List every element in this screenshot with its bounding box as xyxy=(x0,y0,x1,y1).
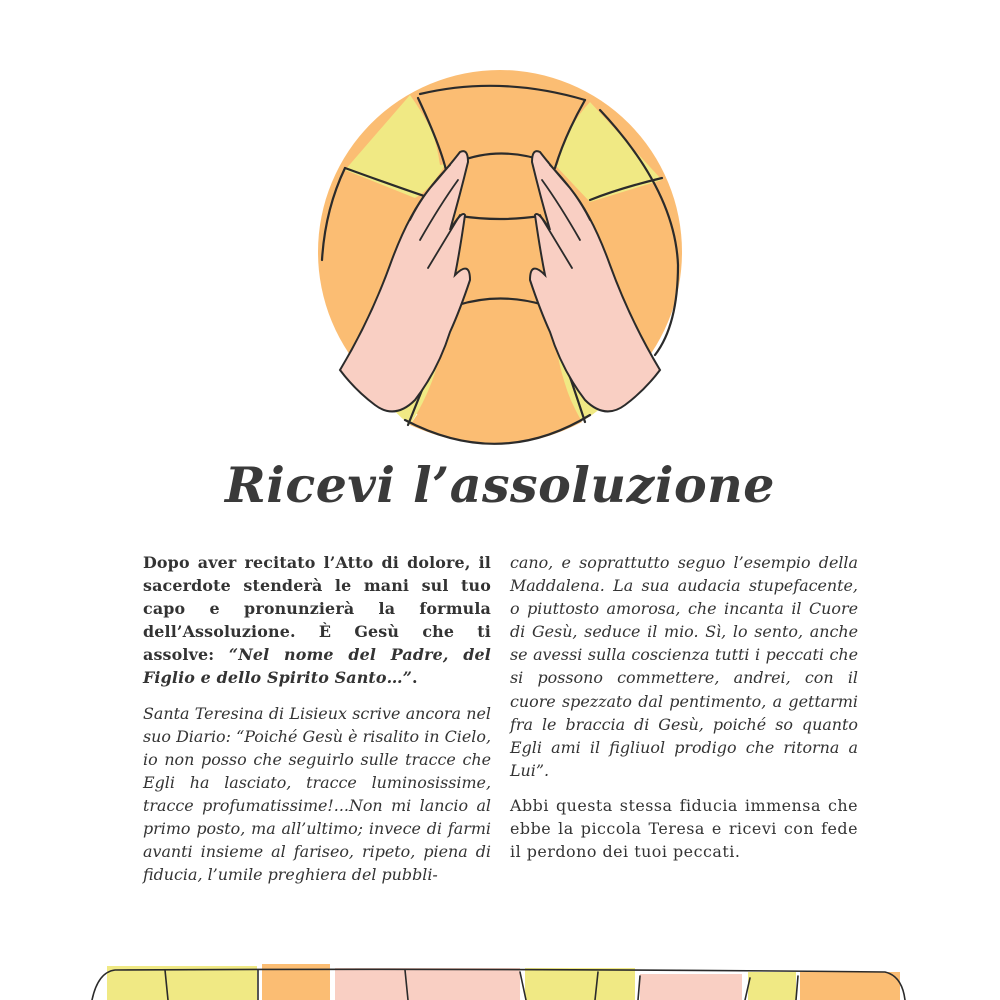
footer-tile-yellow-3 xyxy=(748,972,796,1000)
teresa-quote-part2: cano, e soprattutto seguo l’esempio della Maddalena. La sua audacia stupefacente, o piuttosto amorosa, che incanta il Cuore di Gesù, seduce il mio. Sì, lo sento, anche se avessi sulla coscienza tutti i peccati che si possono commettere, andrei, con il cuore spezzato dal pentimento, a gettarmi fra le braccia di Gesù, poiché so quanto Egli ami il figliuol prodigo che ritorna a Lui”. xyxy=(510,553,858,780)
footer-tile-yellow-1 xyxy=(107,966,257,1000)
text-column-left xyxy=(143,551,491,886)
footer-tile-pink-2 xyxy=(640,974,742,1000)
absolution-formula: “Nel nome del Padre, del Figlio e dello Spirito Santo…” xyxy=(143,645,491,688)
intro-end: . xyxy=(412,668,418,688)
text-column-right xyxy=(510,551,858,863)
intro-text: Dopo aver recitato l’Atto di dolore, il sacerdote stenderà le mani sul tuo capo e pronunzierà la formula dell’Assoluzione. È Gesù che ti assolve: xyxy=(143,553,491,665)
teresa-quote-part1: Santa Teresina di Lisieux scrive ancora nel suo Diario: “Poiché Gesù è risalito in Cielo, io non posso che seguirlo sulle tracce che Egli ha lasciato, tracce luminosissime, tracce profumatissime!...Non mi lancio al primo posto, ma all’ultimo; invece di farmi avanti insieme al fariseo, ripeto, piena di fiducia, l’umile preghiera del pubbli- xyxy=(143,703,491,885)
footer-divider-6 xyxy=(638,976,640,1000)
intro-paragraph xyxy=(143,551,491,690)
decorative-footer-band xyxy=(0,960,1000,1000)
blessing-hands-illustration xyxy=(300,70,700,460)
footer-tile-orange-2 xyxy=(800,972,900,1000)
footer-tile-pink-1 xyxy=(335,968,520,1000)
closing-paragraph: Abbi questa stessa fiducia immensa che ebbe la piccola Teresa e ricevi con fede il perdono dei tuoi peccati. xyxy=(510,795,858,862)
footer-tile-yellow-2 xyxy=(525,968,635,1000)
page-title: Ricevi l’assoluzione xyxy=(225,456,775,514)
footer-divider-8 xyxy=(796,976,798,1000)
